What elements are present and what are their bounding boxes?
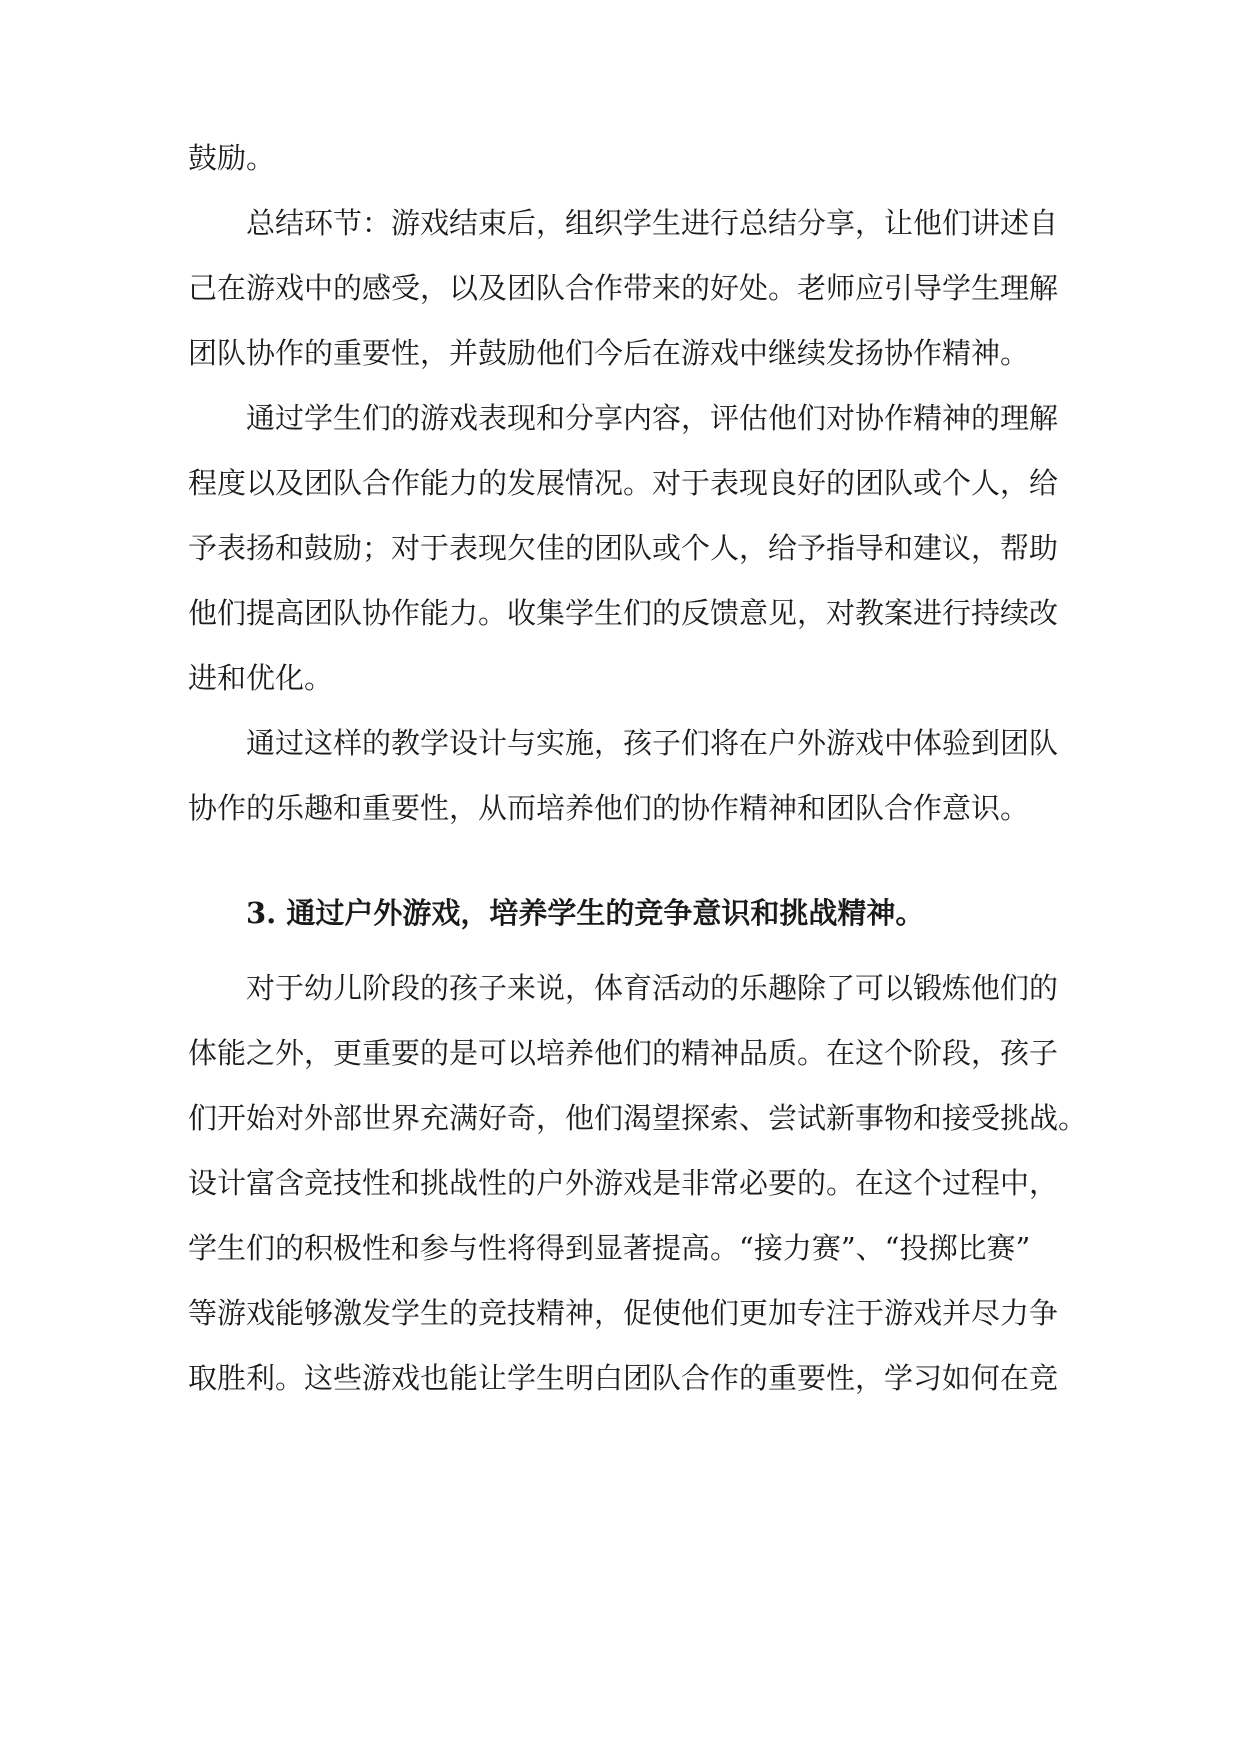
section-heading: 3. 通过户外游戏，培养学生的竞争意识和挑战精神。 xyxy=(246,896,925,930)
text-line: 等游戏能够激发学生的竞技精神，促使他们更加专注于游戏并尽力争 xyxy=(188,1296,1059,1330)
text-line: 他们提高团队协作能力。收集学生们的反馈意见，对教案进行持续改 xyxy=(188,596,1059,630)
paragraph-first-line: 对于幼儿阶段的孩子来说，体育活动的乐趣除了可以锻炼他们的 xyxy=(246,971,1059,1005)
text-line: 己在游戏中的感受，以及团队合作带来的好处。老师应引导学生理解 xyxy=(188,271,1059,305)
text-line: 团队协作的重要性，并鼓励他们今后在游戏中继续发扬协作精神。 xyxy=(188,336,1030,370)
text-line: 协作的乐趣和重要性，从而培养他们的协作精神和团队合作意识。 xyxy=(188,791,1030,825)
text-line: 体能之外，更重要的是可以培养他们的精神品质。在这个阶段，孩子 xyxy=(188,1036,1059,1070)
text-line: 鼓励。 xyxy=(188,141,276,175)
text-line: 予表扬和鼓励；对于表现欠佳的团队或个人，给予指导和建议，帮助 xyxy=(188,531,1059,565)
text-line: 取胜利。这些游戏也能让学生明白团队合作的重要性，学习如何在竞 xyxy=(188,1361,1059,1395)
text-line: 进和优化。 xyxy=(188,661,334,695)
paragraph-first-line: 通过这样的教学设计与实施，孩子们将在户外游戏中体验到团队 xyxy=(246,726,1059,760)
text-line: 设计富含竞技性和挑战性的户外游戏是非常必要的。在这个过程中， xyxy=(188,1166,1059,1200)
text-line: 学生们的积极性和参与性将得到显著提高。“接力赛”、“投掷比赛” xyxy=(188,1231,1031,1265)
text-line: 们开始对外部世界充满好奇，他们渴望探索、尝试新事物和接受挑战。 xyxy=(188,1101,1088,1135)
paragraph-first-line: 总结环节：游戏结束后，组织学生进行总结分享，让他们讲述自 xyxy=(246,206,1059,240)
paragraph-first-line: 通过学生们的游戏表现和分享内容，评估他们对协作精神的理解 xyxy=(246,401,1059,435)
text-line: 程度以及团队合作能力的发展情况。对于表现良好的团队或个人，给 xyxy=(188,466,1059,500)
